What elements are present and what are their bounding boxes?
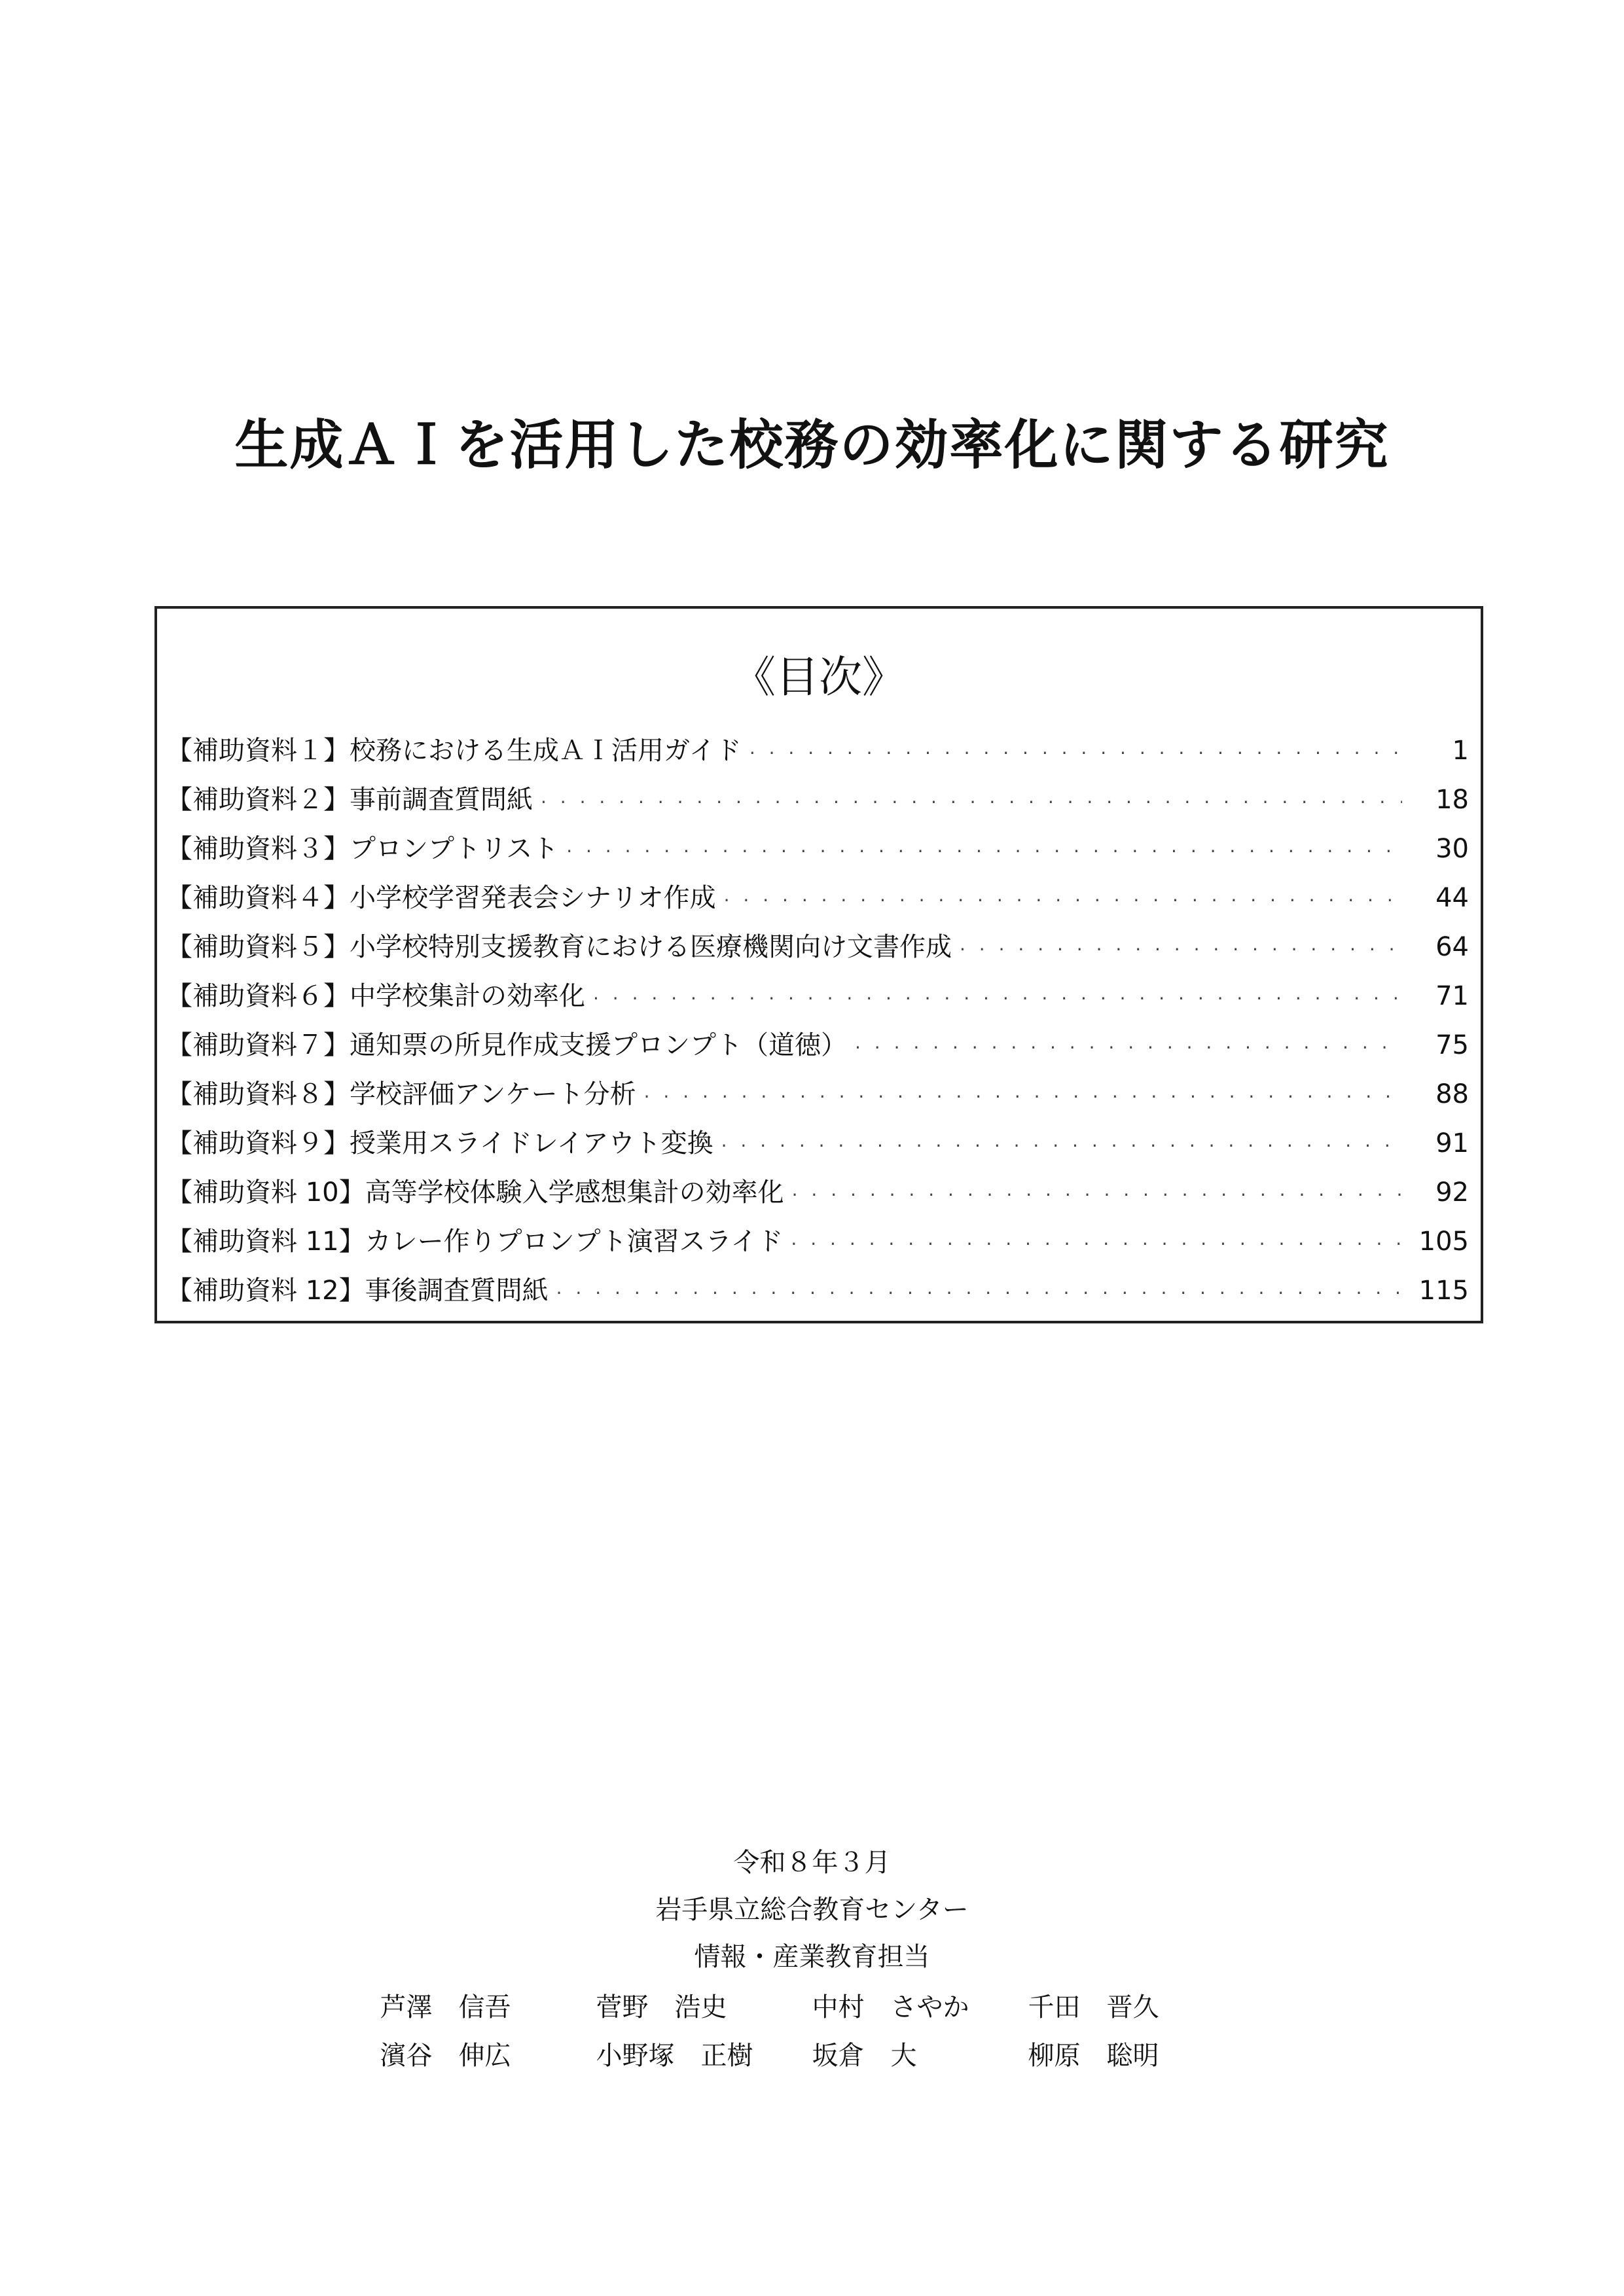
toc-heading: 《目次》 — [732, 652, 905, 702]
toc-dot-leader — [556, 1268, 1402, 1318]
toc-dot-leader — [960, 925, 1402, 974]
toc-list — [166, 726, 1469, 1316]
toc-entry-page: 91 — [1435, 1128, 1469, 1158]
toc-entry-page: 71 — [1435, 981, 1469, 1011]
toc-entry — [166, 776, 1469, 825]
toc-entry — [166, 1168, 1469, 1217]
department: 情報・産業教育担当 — [694, 1942, 930, 1972]
author-list — [0, 1983, 1624, 2080]
toc-entry-page: 115 — [1418, 1276, 1469, 1306]
toc-entry — [166, 1021, 1469, 1070]
toc-dot-leader — [855, 1023, 1402, 1072]
toc-entry — [166, 1217, 1469, 1266]
author-name: 芦澤 信吾 — [380, 1992, 511, 2022]
toc-entry-page: 30 — [1435, 834, 1469, 864]
toc-entry — [166, 972, 1469, 1021]
document-title: 生成ＡＩを活用した校務の効率化に関する研究 — [234, 414, 1390, 476]
toc-entry-label: 【補助資料５】小学校特別支援教育における医療機関向け文書作成 — [166, 932, 952, 962]
toc-entry-page: 64 — [1435, 932, 1469, 962]
toc-dot-leader — [749, 728, 1402, 778]
toc-entry-label: 【補助資料８】学校評価アンケート分析 — [166, 1079, 636, 1109]
author-name: 濱谷 伸広 — [380, 2041, 511, 2071]
author-name: 柳原 聡明 — [1028, 2041, 1159, 2071]
toc-entry — [166, 923, 1469, 972]
toc-dot-leader — [644, 1072, 1402, 1121]
toc-entry-label: 【補助資料７】通知票の所見作成支援プロンプト（道徳） — [166, 1030, 847, 1060]
toc-dot-leader — [541, 778, 1402, 827]
toc-entry-label: 【補助資料４】小学校学習発表会シナリオ作成 — [166, 883, 716, 913]
publication-info — [0, 1839, 1624, 1981]
toc-entry-label: 【補助資料 10】高等学校体験入学感想集計の効率化 — [166, 1177, 784, 1208]
toc-entry-label: 【補助資料２】事前調査質問紙 — [166, 785, 533, 815]
toc-entry-page: 44 — [1435, 883, 1469, 913]
author-name: 千田 晋久 — [1028, 1992, 1159, 2022]
toc-entry-label: 【補助資料 12】事後調査質問紙 — [166, 1276, 549, 1306]
toc-entry-label: 【補助資料９】授業用スライドレイアウト変換 — [166, 1128, 713, 1158]
toc-entry — [166, 825, 1469, 874]
toc-dot-leader — [791, 1219, 1402, 1268]
toc-entry-page: 92 — [1435, 1177, 1469, 1208]
toc-dot-leader — [792, 1170, 1402, 1219]
toc-entry-page: 75 — [1435, 1030, 1469, 1060]
toc-entry — [166, 1266, 1469, 1316]
author-row — [0, 2032, 1624, 2080]
toc-entry — [166, 874, 1469, 923]
toc-entry-label: 【補助資料３】プロンプトリスト — [166, 834, 559, 864]
toc-dot-leader — [566, 827, 1402, 876]
toc-entry-page: 1 — [1452, 736, 1469, 766]
toc-entry — [166, 1070, 1469, 1119]
toc-entry-label: 【補助資料 11】カレー作りプロンプト演習スライド — [166, 1227, 784, 1257]
author-name: 菅野 浩史 — [596, 1992, 727, 2022]
toc-dot-leader — [721, 1121, 1402, 1170]
toc-entry-page: 88 — [1435, 1079, 1469, 1109]
toc-entry-label: 【補助資料１】校務における生成ＡＩ活用ガイド — [166, 736, 742, 766]
table-of-contents — [154, 606, 1483, 1323]
author-name: 坂倉 大 — [812, 2041, 917, 2071]
toc-entry-label: 【補助資料６】中学校集計の効率化 — [166, 981, 585, 1011]
author-name: 中村 さやか — [812, 1992, 969, 2022]
toc-entry-page: 18 — [1435, 785, 1469, 815]
toc-entry-page: 105 — [1418, 1227, 1469, 1257]
author-name: 小野塚 正樹 — [596, 2041, 753, 2071]
toc-entry — [166, 1119, 1469, 1168]
toc-dot-leader — [724, 876, 1402, 925]
author-row — [0, 1983, 1624, 2032]
toc-entry — [166, 726, 1469, 776]
publication-date: 令和８年３月 — [733, 1848, 891, 1878]
publishing-organization: 岩手県立総合教育センター — [655, 1895, 969, 1925]
toc-dot-leader — [593, 974, 1402, 1023]
